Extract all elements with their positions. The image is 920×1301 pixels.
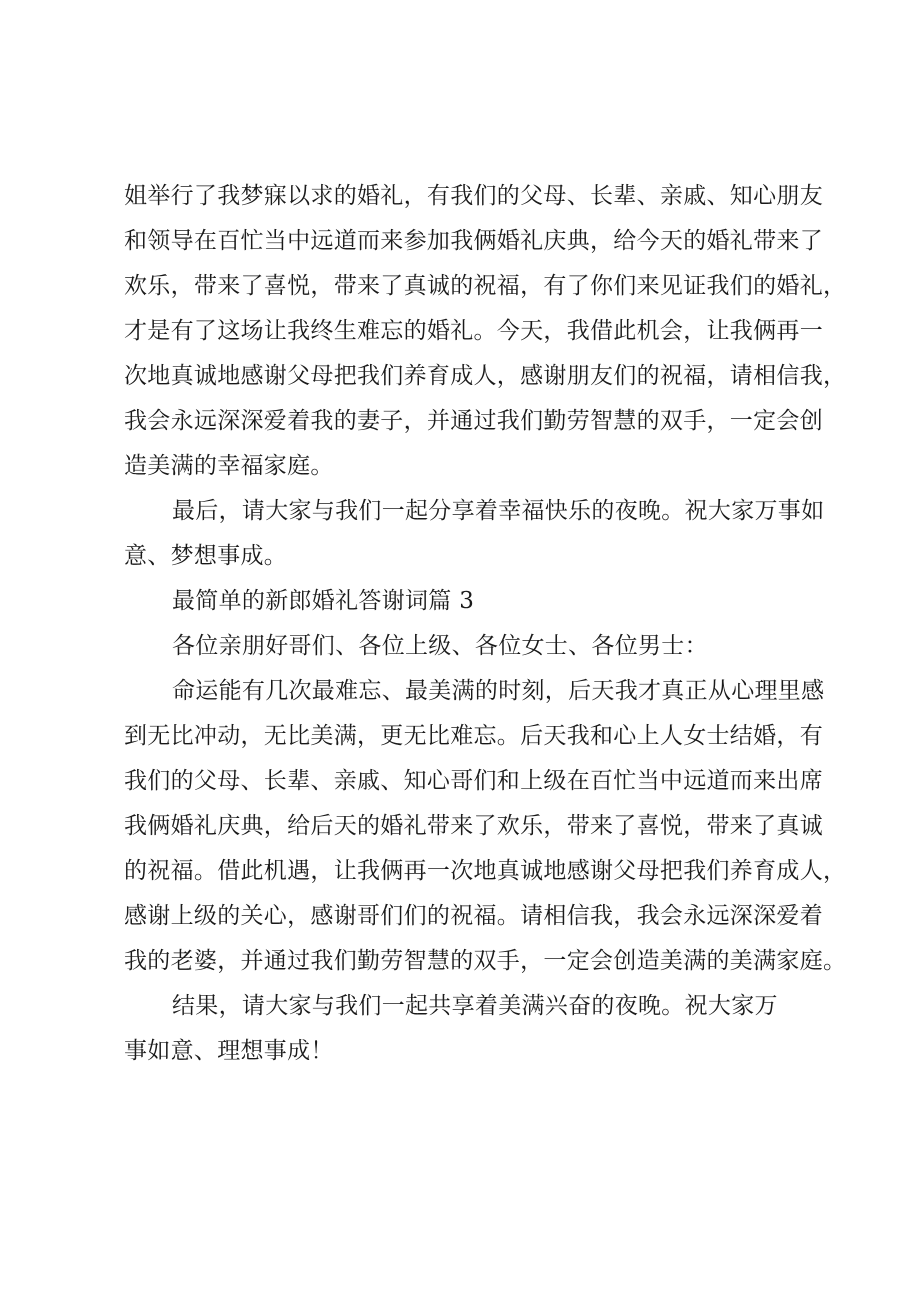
- paragraph-start-line: 结果，请大家与我们一起共享着美满兴奋的夜晚。祝大家万: [172, 993, 778, 1019]
- paragraph-start-line: 命运能有几次最难忘、最美满的时刻，后天我才真正从心理里感: [172, 678, 825, 704]
- text-line: 姐举行了我梦寐以求的婚礼，有我们的父母、长辈、亲戚、知心朋友: [124, 183, 823, 209]
- text-line: 的祝福。借此机遇，让我俩再一次地真诚地感谢父母把我们养育成人，: [124, 858, 847, 884]
- text-line: 和领导在百忙当中远道而来参加我俩婚礼庆典，给今天的婚礼带来了: [124, 228, 823, 254]
- text-line: 才是有了这场让我终生难忘的婚礼。今天，我借此机会，让我俩再一: [124, 318, 823, 344]
- text-line: 到无比冲动，无比美满，更无比难忘。后天我和心上人女士结婚，有: [124, 723, 823, 749]
- section-heading: 最简单的新郎婚礼答谢词篇 3: [172, 588, 475, 614]
- text-line: 我们的父母、长辈、亲戚、知心哥们和上级在百忙当中远道而来出席: [124, 768, 823, 794]
- text-line: 造美满的幸福家庭。: [124, 453, 334, 479]
- text-line: 欢乐，带来了喜悦，带来了真诚的祝福，有了你们来见证我们的婚礼，: [124, 273, 847, 299]
- text-line: 次地真诚地感谢父母把我们养育成人，感谢朋友们的祝福，请相信我，: [124, 363, 847, 389]
- text-line: 我俩婚礼庆典，给后天的婚礼带来了欢乐，带来了喜悦，带来了真诚: [124, 813, 823, 839]
- text-line: 我的老婆，并通过我们勤劳智慧的双手，一定会创造美满的美满家庭。: [124, 948, 847, 974]
- text-line: 感谢上级的关心，感谢哥们们的祝福。请相信我，我会永远深深爱着: [124, 903, 823, 929]
- text-line: 意、梦想事成。: [124, 543, 288, 569]
- paragraph-start-line: 最后，请大家与我们一起分享着幸福快乐的夜晚。祝大家万事如: [172, 498, 825, 524]
- text-line: 我会永远深深爱着我的妻子，并通过我们勤劳智慧的双手，一定会创: [124, 408, 823, 434]
- salutation-line: 各位亲朋好哥们、各位上级、各位女士、各位男士：: [172, 633, 708, 659]
- text-line: 事如意、理想事成！: [124, 1038, 334, 1064]
